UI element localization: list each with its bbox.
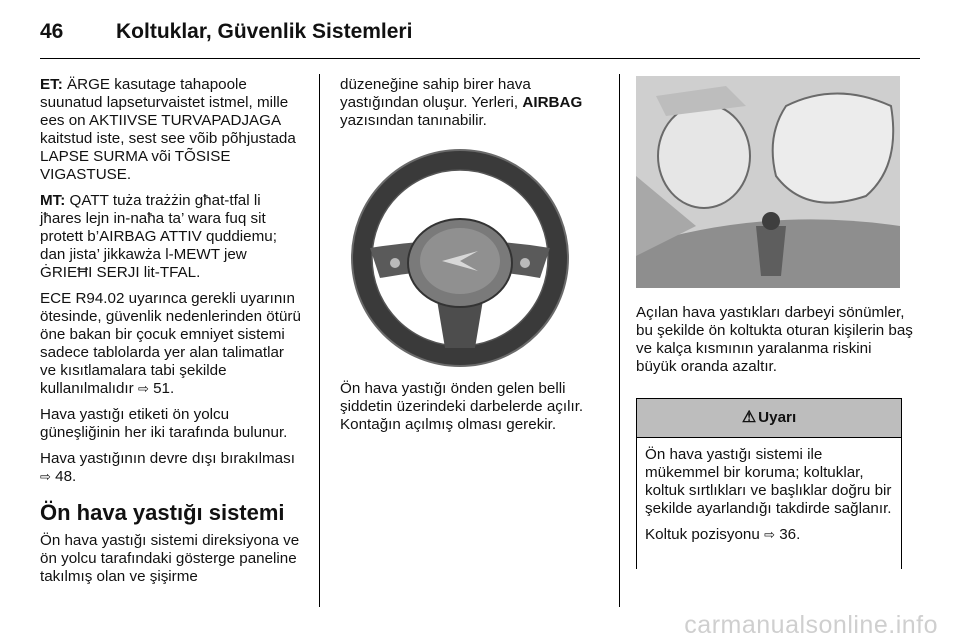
paragraph-ece — [40, 290, 302, 398]
warning-paragraph-seat — [645, 526, 893, 544]
page-number: 46 — [40, 20, 64, 43]
warning-title: Uyarı — [758, 409, 797, 426]
reference-arrow-icon: ⇨ — [137, 381, 149, 396]
column-left — [40, 76, 302, 594]
warning-paragraph: Ön hava yastığı sistemi ile mükemmel bir koruma; koltuklar, koltuk sırtlıkları ve başlıklar doğru bir şekilde ayarlandığı takdirde sağlanır. — [645, 446, 892, 517]
page-title: Koltuklar, Güvenlik Sistemleri — [116, 20, 413, 43]
page-header — [40, 10, 920, 50]
text-deactivation: Hava yastığının devre dışı bırakılması — [40, 450, 295, 467]
paragraph-et — [40, 76, 302, 184]
label-mt: MT: — [40, 192, 66, 209]
reference-page[interactable]: 51. — [153, 380, 175, 397]
warning-icon: ⚠ — [741, 409, 757, 426]
figure-caption-steering: Ön hava yastığı önden gelen belli şiddetin üzerindeki darbelerde açılır. Kontağın açılmış olması gerekir. — [340, 380, 584, 433]
text-before: düzeneğine sahip birer hava yastığından oluşur. Yerleri, — [340, 76, 531, 111]
deployed-airbag-image — [636, 76, 900, 288]
label-et: ET: — [40, 76, 63, 93]
section-heading: Ön hava yastığı sistemi — [40, 500, 285, 525]
column-right — [636, 76, 916, 384]
warning-header — [637, 399, 901, 438]
deployed-airbag-icon — [636, 76, 900, 288]
reference-page[interactable]: 48. — [55, 468, 77, 485]
reference-arrow-icon: ⇨ — [764, 527, 775, 542]
watermark: carmanualsonline.info — [684, 611, 938, 639]
text-et: ÄRGE kasutage tahapoole suunatud lapseturvaistet istmel, mille ees on AKTIIVSE TURVAPADJAGA kaitstud iste, sest see võib põhjustada LAPSE SURMA või TÕSISE VIGASTUSE. — [40, 76, 296, 183]
header-rule — [40, 58, 920, 59]
reference-page[interactable]: 36. — [779, 526, 801, 543]
text-mt: QATT tuża trażżin għat-tfal li jħares lejn in-naħa ta’ wara fuq sit protett b’AIRBAG ATTIV quddiemu; dan jista’ jikkawża l-MEWT jew ĠRIEĦI SERJI lit-TFAL. — [40, 192, 277, 281]
column-divider — [619, 74, 620, 607]
reference-arrow-icon: ⇨ — [40, 469, 51, 484]
paragraph-deactivation — [40, 450, 302, 486]
text-ece: ECE R94.02 uyarınca gerekli uyarının ötesinde, güvenlik nedenlerinden ötürü öne bakan bir çocuk emniyet sistemi sadece tablolarda yer alan talimatlar ve kısıtlamalara tabi şekilde kullanılmalıdır — [40, 290, 301, 397]
paragraph-mt — [40, 192, 302, 282]
airbag-word: AIRBAG — [522, 94, 583, 111]
paragraph-label-location: Hava yastığı etiketi ön yolcu güneşliğinin her iki tarafında bulunur. — [40, 406, 288, 441]
steering-wheel-icon — [340, 138, 602, 370]
column-middle — [340, 76, 602, 442]
text-after: yazısından tanınabilir. — [340, 112, 487, 129]
warning-box — [636, 398, 902, 569]
text-seat-position: Koltuk pozisyonu — [645, 526, 760, 543]
paragraph-continued — [340, 76, 602, 130]
warning-body — [637, 438, 901, 544]
steering-wheel-image — [340, 138, 602, 370]
figure-caption-deployed: Açılan hava yastıkları darbeyi sönümler, bu şekilde ön koltukta oturan kişilerin baş ve kalça kısmının yaralanma riskini büyük oranda azaltır. — [636, 304, 913, 375]
section-paragraph: Ön hava yastığı sistemi direksiyona ve ön yolcu tarafındaki gösterge paneline takılmış olan ve şişirme — [40, 532, 300, 585]
column-divider — [319, 74, 320, 607]
